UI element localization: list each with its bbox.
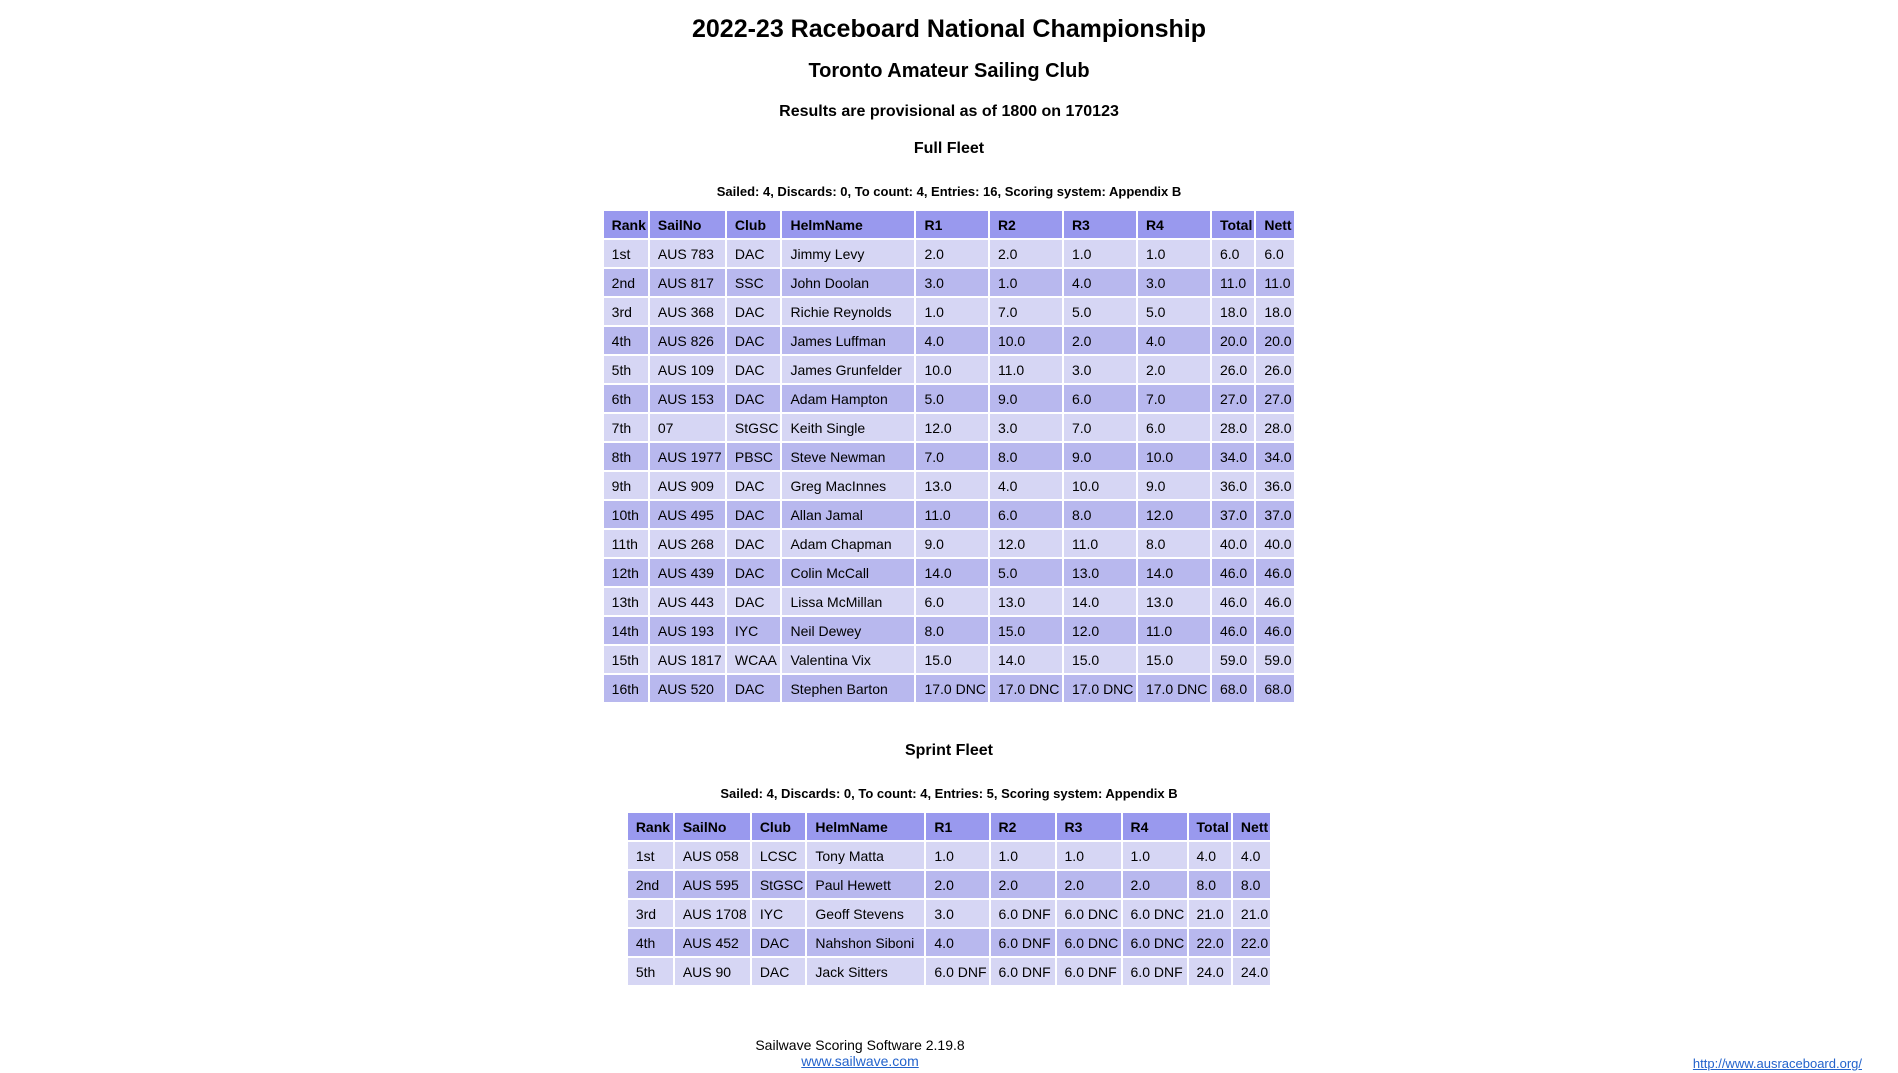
table-cell-r2: 17.0 DNC bbox=[990, 675, 1062, 702]
table-cell-rank: 16th bbox=[604, 675, 648, 702]
table-cell-sailno: AUS 193 bbox=[650, 617, 725, 644]
table-cell-r3: 2.0 bbox=[1064, 327, 1136, 354]
table-cell-r3: 15.0 bbox=[1064, 646, 1136, 673]
table-cell-helmname: Paul Hewett bbox=[807, 871, 924, 898]
table-cell-r3: 13.0 bbox=[1064, 559, 1136, 586]
table-cell-rank: 13th bbox=[604, 588, 648, 615]
table-cell-club: DAC bbox=[727, 675, 781, 702]
table-cell-rank: 4th bbox=[628, 929, 673, 956]
page-title: 2022-23 Raceboard National Championship bbox=[691, 15, 1207, 43]
table-cell-total: 37.0 bbox=[1212, 501, 1254, 528]
table-cell-r4: 6.0 DNC bbox=[1123, 900, 1187, 927]
table-row bbox=[604, 269, 1295, 296]
table-cell-helmname: Adam Chapman bbox=[782, 530, 914, 557]
table-cell-helmname: Valentina Vix bbox=[782, 646, 914, 673]
fleet-summary: Sailed: 4, Discards: 0, To count: 4, Entries: 16, Scoring system: Appendix B bbox=[716, 184, 1182, 199]
table-row bbox=[604, 617, 1295, 644]
table-cell-r2: 8.0 bbox=[990, 443, 1062, 470]
table-cell-r3: 1.0 bbox=[1064, 240, 1136, 267]
table-cell-sailno: AUS 783 bbox=[650, 240, 725, 267]
table-cell-r2: 12.0 bbox=[990, 530, 1062, 557]
table-cell-r2: 1.0 bbox=[991, 842, 1055, 869]
table-cell-total: 21.0 bbox=[1189, 900, 1231, 927]
column-header-sailno: SailNo bbox=[675, 813, 750, 840]
table-cell-r1: 15.0 bbox=[916, 646, 987, 673]
table-cell-r2: 11.0 bbox=[990, 356, 1062, 383]
table-cell-helmname: Tony Matta bbox=[807, 842, 924, 869]
table-cell-nett: 46.0 bbox=[1256, 617, 1294, 644]
table-cell-nett: 24.0 bbox=[1233, 958, 1270, 985]
table-cell-helmname: Geoff Stevens bbox=[807, 900, 924, 927]
table-cell-r1: 2.0 bbox=[926, 871, 988, 898]
table-cell-r4: 6.0 DNC bbox=[1123, 929, 1187, 956]
table-row bbox=[604, 530, 1295, 557]
table-cell-nett: 27.0 bbox=[1256, 385, 1294, 412]
table-cell-r2: 6.0 DNF bbox=[991, 958, 1055, 985]
table-cell-r4: 2.0 bbox=[1123, 871, 1187, 898]
column-header-r4: R4 bbox=[1123, 813, 1187, 840]
table-cell-rank: 2nd bbox=[604, 269, 648, 296]
table-cell-nett: 34.0 bbox=[1256, 443, 1294, 470]
table-cell-r4: 15.0 bbox=[1138, 646, 1210, 673]
table-cell-rank: 10th bbox=[604, 501, 648, 528]
table-cell-r1: 8.0 bbox=[916, 617, 987, 644]
table-cell-helmname: Keith Single bbox=[782, 414, 914, 441]
table-cell-sailno: AUS 595 bbox=[675, 871, 750, 898]
column-header-helmname: HelmName bbox=[782, 211, 914, 238]
table-row bbox=[628, 842, 1270, 869]
table-cell-r1: 4.0 bbox=[926, 929, 988, 956]
table-cell-r1: 17.0 DNC bbox=[916, 675, 987, 702]
table-cell-r1: 1.0 bbox=[926, 842, 988, 869]
table-cell-nett: 22.0 bbox=[1233, 929, 1270, 956]
table-cell-r3: 17.0 DNC bbox=[1064, 675, 1136, 702]
column-header-r1: R1 bbox=[926, 813, 988, 840]
table-cell-r4: 4.0 bbox=[1138, 327, 1210, 354]
table-cell-sailno: AUS 109 bbox=[650, 356, 725, 383]
table-cell-r3: 3.0 bbox=[1064, 356, 1136, 383]
table-cell-total: 36.0 bbox=[1212, 472, 1254, 499]
table-cell-r4: 7.0 bbox=[1138, 385, 1210, 412]
table-row bbox=[604, 675, 1295, 702]
table-cell-total: 68.0 bbox=[1212, 675, 1254, 702]
table-row bbox=[628, 871, 1270, 898]
table-cell-r2: 3.0 bbox=[990, 414, 1062, 441]
table-cell-r3: 10.0 bbox=[1064, 472, 1136, 499]
table-row bbox=[604, 501, 1295, 528]
table-cell-sailno: AUS 520 bbox=[650, 675, 725, 702]
table-cell-total: 22.0 bbox=[1189, 929, 1231, 956]
table-cell-club: DAC bbox=[752, 929, 806, 956]
table-row bbox=[604, 443, 1295, 470]
table-cell-r1: 13.0 bbox=[916, 472, 987, 499]
table-cell-club: StGSC bbox=[727, 414, 781, 441]
table-cell-r4: 6.0 bbox=[1138, 414, 1210, 441]
table-cell-r1: 11.0 bbox=[916, 501, 987, 528]
table-cell-helmname: Lissa McMillan bbox=[782, 588, 914, 615]
table-cell-r2: 6.0 DNF bbox=[991, 900, 1055, 927]
table-cell-r2: 7.0 bbox=[990, 298, 1062, 325]
table-cell-rank: 7th bbox=[604, 414, 648, 441]
table-cell-club: LCSC bbox=[752, 842, 806, 869]
table-cell-r1: 3.0 bbox=[926, 900, 988, 927]
table-cell-sailno: AUS 1708 bbox=[675, 900, 750, 927]
fleet-section-full bbox=[0, 140, 1898, 704]
table-cell-club: DAC bbox=[727, 559, 781, 586]
table-cell-r3: 12.0 bbox=[1064, 617, 1136, 644]
table-header-row bbox=[628, 813, 1270, 840]
table-row bbox=[604, 385, 1295, 412]
table-row bbox=[628, 958, 1270, 985]
table-cell-r3: 14.0 bbox=[1064, 588, 1136, 615]
table-cell-total: 18.0 bbox=[1212, 298, 1254, 325]
sailwave-link[interactable]: www.sailwave.com bbox=[801, 1053, 919, 1069]
table-cell-rank: 1st bbox=[604, 240, 648, 267]
column-header-total: Total bbox=[1212, 211, 1254, 238]
table-row bbox=[604, 327, 1295, 354]
table-cell-rank: 9th bbox=[604, 472, 648, 499]
table-cell-r4: 12.0 bbox=[1138, 501, 1210, 528]
table-header-row bbox=[604, 211, 1295, 238]
table-cell-r4: 9.0 bbox=[1138, 472, 1210, 499]
table-cell-club: DAC bbox=[727, 588, 781, 615]
table-cell-r4: 1.0 bbox=[1123, 842, 1187, 869]
table-row bbox=[604, 472, 1295, 499]
results-table-full bbox=[602, 209, 1297, 704]
table-cell-r3: 2.0 bbox=[1057, 871, 1121, 898]
table-cell-r3: 7.0 bbox=[1064, 414, 1136, 441]
footer bbox=[0, 1037, 1720, 1069]
table-cell-rank: 2nd bbox=[628, 871, 673, 898]
table-cell-rank: 5th bbox=[604, 356, 648, 383]
table-cell-sailno: AUS 439 bbox=[650, 559, 725, 586]
table-cell-helmname: Neil Dewey bbox=[782, 617, 914, 644]
table-cell-helmname: Jimmy Levy bbox=[782, 240, 914, 267]
table-cell-rank: 15th bbox=[604, 646, 648, 673]
table-cell-r4: 3.0 bbox=[1138, 269, 1210, 296]
table-cell-nett: 11.0 bbox=[1256, 269, 1294, 296]
table-cell-r3: 6.0 DNC bbox=[1057, 900, 1121, 927]
table-cell-sailno: AUS 495 bbox=[650, 501, 725, 528]
table-cell-r3: 11.0 bbox=[1064, 530, 1136, 557]
table-cell-r2: 2.0 bbox=[990, 240, 1062, 267]
table-cell-helmname: Colin McCall bbox=[782, 559, 914, 586]
table-cell-r3: 9.0 bbox=[1064, 443, 1136, 470]
table-cell-total: 4.0 bbox=[1189, 842, 1231, 869]
table-cell-r3: 5.0 bbox=[1064, 298, 1136, 325]
column-header-club: Club bbox=[727, 211, 781, 238]
table-cell-r3: 6.0 DNC bbox=[1057, 929, 1121, 956]
column-header-r4: R4 bbox=[1138, 211, 1210, 238]
table-cell-helmname: James Grunfelder bbox=[782, 356, 914, 383]
column-header-nett: Nett bbox=[1256, 211, 1294, 238]
column-header-helmname: HelmName bbox=[807, 813, 924, 840]
table-cell-r2: 10.0 bbox=[990, 327, 1062, 354]
table-row bbox=[604, 414, 1295, 441]
table-cell-nett: 4.0 bbox=[1233, 842, 1270, 869]
table-row bbox=[604, 298, 1295, 325]
table-cell-rank: 1st bbox=[628, 842, 673, 869]
table-cell-total: 24.0 bbox=[1189, 958, 1231, 985]
table-cell-nett: 46.0 bbox=[1256, 559, 1294, 586]
fleet-title: Full Fleet bbox=[913, 140, 985, 157]
table-cell-r4: 6.0 DNF bbox=[1123, 958, 1187, 985]
results-page bbox=[0, 15, 1898, 1073]
column-header-rank: Rank bbox=[628, 813, 673, 840]
fleet-title: Sprint Fleet bbox=[904, 742, 993, 759]
table-cell-nett: 8.0 bbox=[1233, 871, 1270, 898]
table-cell-sailno: AUS 443 bbox=[650, 588, 725, 615]
table-cell-club: PBSC bbox=[727, 443, 781, 470]
table-cell-sailno: 07 bbox=[650, 414, 725, 441]
table-cell-sailno: AUS 452 bbox=[675, 929, 750, 956]
table-cell-club: DAC bbox=[727, 327, 781, 354]
page-subtitle: Toronto Amateur Sailing Club bbox=[808, 60, 1090, 82]
fleet-summary: Sailed: 4, Discards: 0, To count: 4, Entries: 5, Scoring system: Appendix B bbox=[720, 786, 1178, 801]
table-cell-club: WCAA bbox=[727, 646, 781, 673]
table-cell-nett: 40.0 bbox=[1256, 530, 1294, 557]
table-cell-club: DAC bbox=[727, 501, 781, 528]
table-cell-nett: 6.0 bbox=[1256, 240, 1294, 267]
table-cell-club: DAC bbox=[727, 385, 781, 412]
table-cell-r2: 6.0 bbox=[990, 501, 1062, 528]
table-cell-total: 8.0 bbox=[1189, 871, 1231, 898]
table-cell-sailno: AUS 1977 bbox=[650, 443, 725, 470]
table-cell-helmname: Stephen Barton bbox=[782, 675, 914, 702]
table-cell-club: DAC bbox=[727, 356, 781, 383]
table-cell-nett: 46.0 bbox=[1256, 588, 1294, 615]
table-cell-total: 46.0 bbox=[1212, 588, 1254, 615]
results-table-sprint bbox=[626, 811, 1272, 987]
table-cell-club: IYC bbox=[752, 900, 806, 927]
table-cell-helmname: John Doolan bbox=[782, 269, 914, 296]
table-cell-club: DAC bbox=[727, 472, 781, 499]
table-cell-r2: 13.0 bbox=[990, 588, 1062, 615]
table-cell-nett: 37.0 bbox=[1256, 501, 1294, 528]
column-header-r3: R3 bbox=[1064, 211, 1136, 238]
table-cell-r2: 5.0 bbox=[990, 559, 1062, 586]
fleet-section-sprint bbox=[0, 742, 1898, 987]
table-cell-sailno: AUS 368 bbox=[650, 298, 725, 325]
table-cell-rank: 8th bbox=[604, 443, 648, 470]
table-cell-nett: 21.0 bbox=[1233, 900, 1270, 927]
table-cell-helmname: Jack Sitters bbox=[807, 958, 924, 985]
column-header-r2: R2 bbox=[990, 211, 1062, 238]
table-cell-r4: 8.0 bbox=[1138, 530, 1210, 557]
table-cell-r3: 6.0 DNF bbox=[1057, 958, 1121, 985]
table-cell-r1: 7.0 bbox=[916, 443, 987, 470]
table-cell-club: IYC bbox=[727, 617, 781, 644]
table-cell-r3: 4.0 bbox=[1064, 269, 1136, 296]
table-cell-r1: 4.0 bbox=[916, 327, 987, 354]
table-cell-r1: 6.0 bbox=[916, 588, 987, 615]
table-row bbox=[628, 900, 1270, 927]
table-cell-sailno: AUS 826 bbox=[650, 327, 725, 354]
table-cell-rank: 4th bbox=[604, 327, 648, 354]
table-cell-total: 46.0 bbox=[1212, 559, 1254, 586]
table-row bbox=[604, 559, 1295, 586]
provisional-note: Results are provisional as of 1800 on 170123 bbox=[779, 103, 1119, 120]
table-cell-sailno: AUS 90 bbox=[675, 958, 750, 985]
table-row bbox=[628, 929, 1270, 956]
table-cell-club: DAC bbox=[727, 298, 781, 325]
table-cell-nett: 18.0 bbox=[1256, 298, 1294, 325]
table-cell-total: 40.0 bbox=[1212, 530, 1254, 557]
table-cell-nett: 68.0 bbox=[1256, 675, 1294, 702]
table-cell-r3: 6.0 bbox=[1064, 385, 1136, 412]
table-cell-r2: 6.0 DNF bbox=[991, 929, 1055, 956]
table-cell-club: SSC bbox=[727, 269, 781, 296]
table-cell-r4: 5.0 bbox=[1138, 298, 1210, 325]
table-cell-sailno: AUS 817 bbox=[650, 269, 725, 296]
table-cell-r1: 3.0 bbox=[916, 269, 987, 296]
column-header-r1: R1 bbox=[916, 211, 987, 238]
table-row bbox=[604, 646, 1295, 673]
table-cell-nett: 20.0 bbox=[1256, 327, 1294, 354]
table-cell-total: 11.0 bbox=[1212, 269, 1254, 296]
table-cell-total: 46.0 bbox=[1212, 617, 1254, 644]
table-cell-r1: 6.0 DNF bbox=[926, 958, 988, 985]
table-cell-r4: 2.0 bbox=[1138, 356, 1210, 383]
table-cell-helmname: Richie Reynolds bbox=[782, 298, 914, 325]
table-cell-nett: 36.0 bbox=[1256, 472, 1294, 499]
table-cell-total: 27.0 bbox=[1212, 385, 1254, 412]
table-cell-sailno: AUS 058 bbox=[675, 842, 750, 869]
table-cell-sailno: AUS 1817 bbox=[650, 646, 725, 673]
table-cell-club: DAC bbox=[727, 240, 781, 267]
table-cell-r4: 1.0 bbox=[1138, 240, 1210, 267]
table-row bbox=[604, 356, 1295, 383]
table-cell-helmname: Nahshon Siboni bbox=[807, 929, 924, 956]
column-header-sailno: SailNo bbox=[650, 211, 725, 238]
column-header-r2: R2 bbox=[991, 813, 1055, 840]
table-cell-rank: 5th bbox=[628, 958, 673, 985]
table-cell-r2: 14.0 bbox=[990, 646, 1062, 673]
table-row bbox=[604, 588, 1295, 615]
table-cell-r4: 13.0 bbox=[1138, 588, 1210, 615]
table-cell-r2: 15.0 bbox=[990, 617, 1062, 644]
table-cell-r1: 1.0 bbox=[916, 298, 987, 325]
table-cell-r1: 12.0 bbox=[916, 414, 987, 441]
table-cell-r4: 10.0 bbox=[1138, 443, 1210, 470]
table-cell-sailno: AUS 153 bbox=[650, 385, 725, 412]
table-cell-total: 20.0 bbox=[1212, 327, 1254, 354]
table-cell-rank: 3rd bbox=[628, 900, 673, 927]
table-cell-club: DAC bbox=[752, 958, 806, 985]
column-header-club: Club bbox=[752, 813, 806, 840]
software-credit: Sailwave Scoring Software 2.19.8 bbox=[755, 1037, 965, 1053]
table-cell-rank: 6th bbox=[604, 385, 648, 412]
table-cell-r4: 14.0 bbox=[1138, 559, 1210, 586]
table-cell-r3: 1.0 bbox=[1057, 842, 1121, 869]
table-cell-total: 6.0 bbox=[1212, 240, 1254, 267]
table-cell-r2: 9.0 bbox=[990, 385, 1062, 412]
table-cell-helmname: Adam Hampton bbox=[782, 385, 914, 412]
table-cell-nett: 28.0 bbox=[1256, 414, 1294, 441]
table-cell-rank: 11th bbox=[604, 530, 648, 557]
table-cell-sailno: AUS 909 bbox=[650, 472, 725, 499]
table-cell-rank: 14th bbox=[604, 617, 648, 644]
table-cell-helmname: Steve Newman bbox=[782, 443, 914, 470]
table-cell-helmname: James Luffman bbox=[782, 327, 914, 354]
table-cell-r1: 9.0 bbox=[916, 530, 987, 557]
column-header-total: Total bbox=[1189, 813, 1231, 840]
table-cell-r2: 1.0 bbox=[990, 269, 1062, 296]
table-cell-r2: 2.0 bbox=[991, 871, 1055, 898]
table-cell-r1: 5.0 bbox=[916, 385, 987, 412]
table-cell-total: 34.0 bbox=[1212, 443, 1254, 470]
column-header-nett: Nett bbox=[1233, 813, 1270, 840]
ausraceboard-link[interactable]: http://www.ausraceboard.org/ bbox=[1692, 1056, 1862, 1071]
table-cell-nett: 26.0 bbox=[1256, 356, 1294, 383]
column-header-r3: R3 bbox=[1057, 813, 1121, 840]
table-cell-rank: 12th bbox=[604, 559, 648, 586]
table-row bbox=[604, 240, 1295, 267]
table-cell-rank: 3rd bbox=[604, 298, 648, 325]
table-cell-club: DAC bbox=[727, 530, 781, 557]
table-cell-r4: 17.0 DNC bbox=[1138, 675, 1210, 702]
table-cell-helmname: Allan Jamal bbox=[782, 501, 914, 528]
table-cell-total: 28.0 bbox=[1212, 414, 1254, 441]
table-cell-total: 26.0 bbox=[1212, 356, 1254, 383]
table-cell-sailno: AUS 268 bbox=[650, 530, 725, 557]
table-cell-r1: 14.0 bbox=[916, 559, 987, 586]
table-cell-club: StGSC bbox=[752, 871, 806, 898]
table-cell-r2: 4.0 bbox=[990, 472, 1062, 499]
table-cell-nett: 59.0 bbox=[1256, 646, 1294, 673]
table-cell-r1: 2.0 bbox=[916, 240, 987, 267]
table-cell-r3: 8.0 bbox=[1064, 501, 1136, 528]
column-header-rank: Rank bbox=[604, 211, 648, 238]
table-cell-r1: 10.0 bbox=[916, 356, 987, 383]
table-cell-helmname: Greg MacInnes bbox=[782, 472, 914, 499]
table-cell-total: 59.0 bbox=[1212, 646, 1254, 673]
table-cell-r4: 11.0 bbox=[1138, 617, 1210, 644]
